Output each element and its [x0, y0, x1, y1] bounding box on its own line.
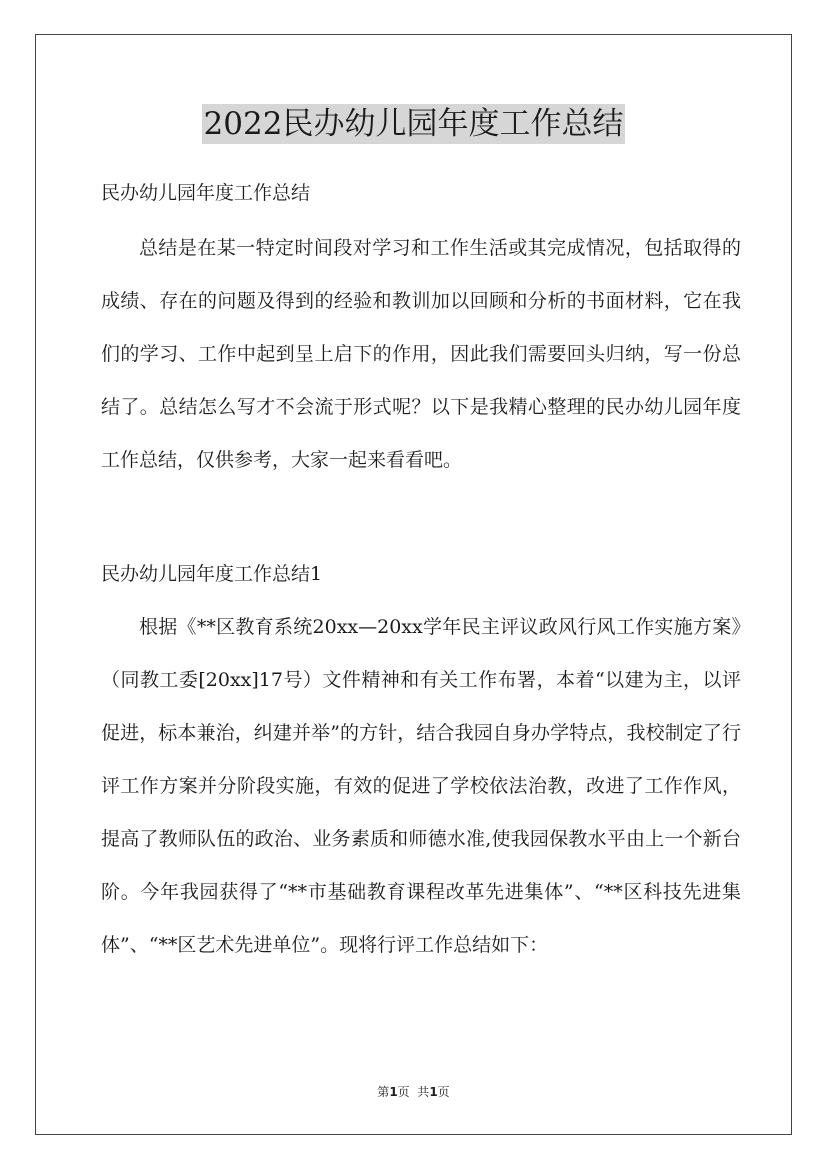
section-1-heading: 民办幼儿园年度工作总结1 — [101, 563, 323, 585]
footer-mid: 页 共 — [397, 1085, 430, 1099]
title-container — [0, 104, 827, 144]
document-subtitle: 民办幼儿园年度工作总结 — [101, 182, 311, 204]
footer-current-page: 1 — [389, 1085, 398, 1099]
document-title: 2022民办幼儿园年度工作总结 — [203, 106, 624, 142]
footer-suffix: 页 — [437, 1085, 450, 1099]
footer-total-pages: 1 — [429, 1085, 438, 1099]
footer-prefix: 第 — [377, 1085, 390, 1099]
section-1-body: 根据《**区教育系统20xx—20xx学年民主评议政风行风工作实施方案》（同教工委[20xx]17号）文件精神和有关工作布署，本着“以建为主，以评促进，标本兼治，纠建并举”的方针，结合我园自身办学特点，我校制定了行评工作方案并分阶段实施，有效的促进了学校依法治教，改进了工作作风，提高了教师队伍的政治、业务素质和师德水准,使我园保教水平由上一个新台阶。今年我园获得了“**市基础教育课程改革先进集体”、“**区科技先进集体”、“**区艺术先进单位”。现将行评工作总结如下： — [101, 616, 741, 956]
intro-paragraph: 总结是在某一特定时间段对学习和工作生活或其完成情况，包括取得的成绩、存在的问题及得到的经验和教训加以回顾和分析的书面材料，它在我们的学习、工作中起到呈上启下的作用，因此我们需要回头归纳，写一份总结了。总结怎么写才不会流于形式呢？以下是我精心整理的民办幼儿园年度工作总结，仅供参考，大家一起来看看吧。 — [101, 237, 741, 471]
page-footer — [0, 1084, 827, 1100]
